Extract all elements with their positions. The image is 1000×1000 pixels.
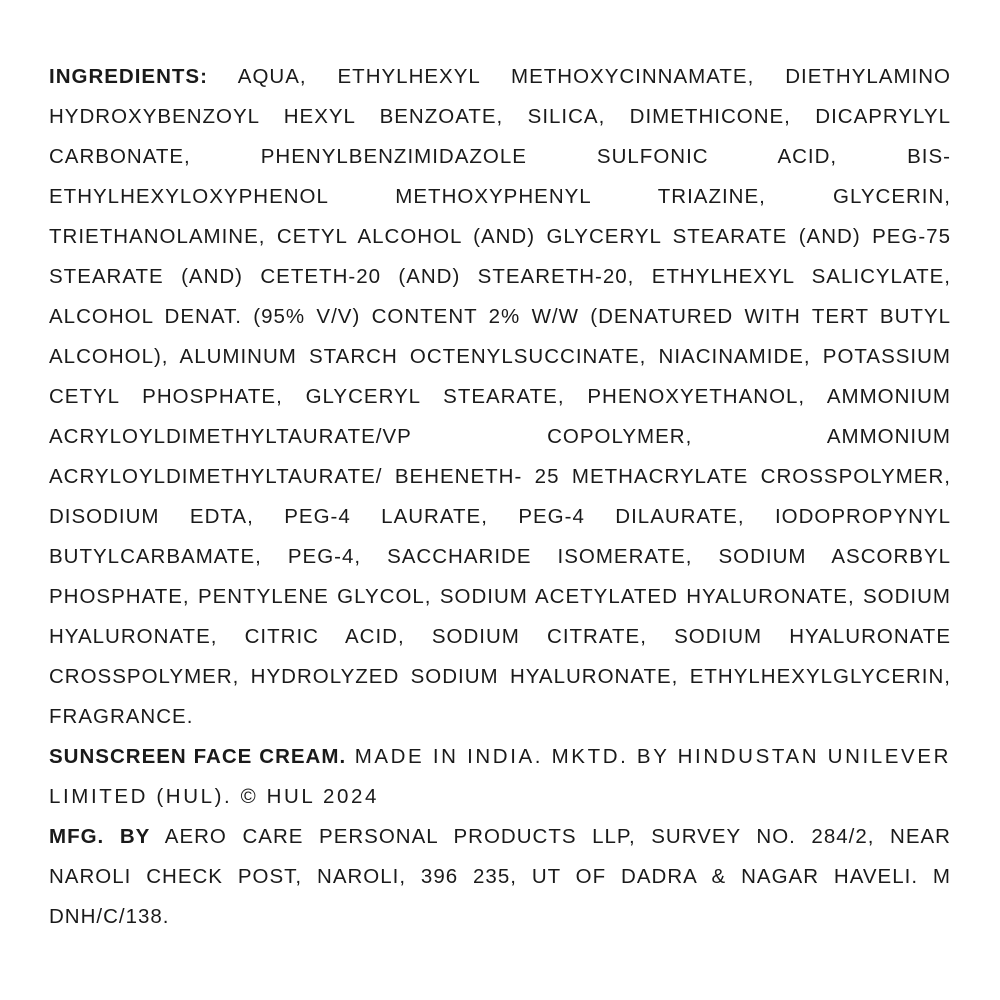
manufacturer-address: AERO CARE PERSONAL PRODUCTS LLP, SURVEY NO. 284/2, NEAR NAROLI CHECK POST, NAROLI, 396 235, UT OF DADRA & NAGAR HAVELI. M DNH/C/138. xyxy=(49,825,951,928)
manufacturer-heading: MFG. BY xyxy=(49,825,151,848)
manufacturer-paragraph xyxy=(49,817,951,937)
ingredients-list: AQUA, ETHYLHEXYL METHOXYCINNAMATE, DIETHYLAMINO HYDROXYBENZOYL HEXYL BENZOATE, SILICA, DIMETHICONE, DICAPRYLYL CARBONATE, PHENYLBENZIMIDAZOLE SULFONIC ACID, BIS-ETHYLHEXYLOXYPHENOL METHOXYPHENYL TRIAZINE, GLYCERIN, TRIETHANOLAMINE, CETYL ALCOHOL (AND) GLYCERYL STEARATE (AND) PEG-75 STEARATE (AND) CETETH-20 (AND) STEARETH-20, ETHYLHEXYL SALICYLATE, ALCOHOL DENAT. (95% V/V) CONTENT 2% W/W (DENATURED WITH TERT BUTYL ALCOHOL), ALUMINUM STARCH OCTENYLSUCCINATE, NIACINAMIDE, POTASSIUM CETYL PHOSPHATE, GLYCERYL STEARATE, PHENOXYETHANOL, AMMONIUM ACRYLOYLDIMETHYLTAURATE/VP COPOLYMER, AMMONIUM ACRYLOYLDIMETHYLTAURATE/ BEHENETH- 25 METHACRYLATE CROSSPOLYMER, DISODIUM EDTA, PEG-4 LAURATE, PEG-4 DILAURATE, IODOPROPYNYL BUTYLCARBAMATE, PEG-4, SACCHARIDE ISOMERATE, SODIUM ASCORBYL PHOSPHATE, PENTYLENE GLYCOL, SODIUM ACETYLATED HYALURONATE, SODIUM HYALURONATE, CITRIC ACID, SODIUM CITRATE, SODIUM HYALURONATE CROSSPOLYMER, HYDROLYZED SODIUM HYALURONATE, ETHYLHEXYLGLYCERIN, FRAGRANCE. xyxy=(49,65,951,728)
marketing-info: MADE IN INDIA. MKTD. BY HINDUSTAN UNILEVER LIMITED (HUL). © HUL 2024 xyxy=(49,745,951,808)
product-name: SUNSCREEN FACE CREAM. xyxy=(49,745,347,768)
ingredients-paragraph xyxy=(49,57,951,737)
ingredients-heading: INGREDIENTS: xyxy=(49,65,208,88)
product-label-text xyxy=(49,57,951,937)
product-paragraph xyxy=(49,737,951,817)
